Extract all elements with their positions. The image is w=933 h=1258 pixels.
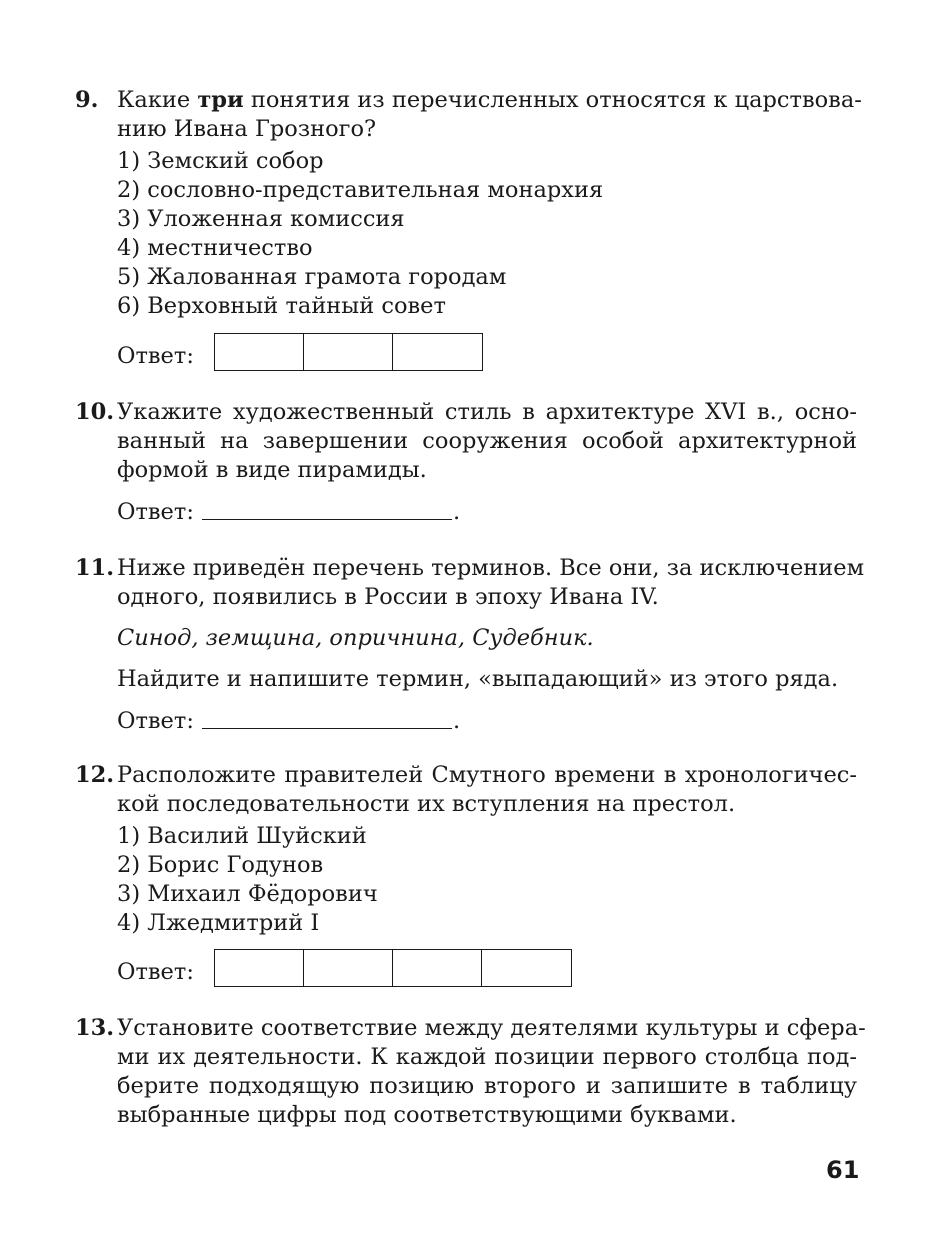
question-9-option-4: 4) местничество xyxy=(117,235,313,261)
question-11-answer-dot: . xyxy=(453,708,461,734)
question-9-text-line-2: нию Ивана Грозного? xyxy=(117,116,377,142)
question-11-answer-label: Ответ: xyxy=(117,708,194,734)
question-10-text-line-2: ванный на завершении сооружения особой архитектурной xyxy=(117,428,857,454)
question-11-text-line-2: одного, появились в России в эпоху Ивана IV. xyxy=(117,584,659,610)
question-13-text-line-1: Установите соответствие между деятелями культуры и сфера- xyxy=(117,1015,866,1041)
question-11-terms: Синод, земщина, опричнина, Судебник. xyxy=(117,625,594,651)
question-13-text-line-4: выбранные цифры под соответствующими буквами. xyxy=(117,1102,737,1128)
question-9-keyword: три xyxy=(197,87,244,113)
question-12-number: 12. xyxy=(75,762,115,788)
question-10-number: 10. xyxy=(75,399,115,425)
question-9-option-6: 6) Верховный тайный совет xyxy=(117,293,446,319)
question-10-text-line-3: формой в виде пирамиды. xyxy=(117,457,427,483)
answer-cell[interactable] xyxy=(215,334,304,370)
question-9-option-2: 2) сословно-представительная монархия xyxy=(117,177,604,203)
question-12-option-1: 1) Василий Шуйский xyxy=(117,823,367,849)
question-11-instruction: Найдите и напишите термин, «выпадающий» из этого ряда. xyxy=(117,666,839,692)
question-12-option-4: 4) Лжедмитрий I xyxy=(117,910,320,936)
question-9-text-c: понятия из перечисленных относятся к царствова- xyxy=(243,87,862,113)
question-12-text-line-2: кой последовательности их вступления на престол. xyxy=(117,791,736,817)
answer-cell[interactable] xyxy=(393,950,482,986)
question-9-text-a: Какие xyxy=(117,87,198,113)
question-9-option-3: 3) Уложенная комиссия xyxy=(117,206,405,232)
answer-cell[interactable] xyxy=(393,334,482,370)
question-9-option-5: 5) Жалованная грамота городам xyxy=(117,264,507,290)
question-13-text-line-3: берите подходящую позицию второго и запишите в таблицу xyxy=(117,1073,857,1099)
question-10-answer-dot: . xyxy=(453,499,461,525)
question-12-option-2: 2) Борис Годунов xyxy=(117,852,324,878)
question-12-answer-boxes xyxy=(214,949,572,987)
question-9-option-1: 1) Земский собор xyxy=(117,148,324,174)
question-13-number: 13. xyxy=(75,1015,115,1041)
question-9-answer-boxes xyxy=(214,333,483,371)
answer-cell[interactable] xyxy=(304,950,393,986)
answer-cell[interactable] xyxy=(304,334,393,370)
question-9-text-line-1 xyxy=(117,87,862,113)
answer-cell[interactable] xyxy=(215,950,304,986)
question-13-text-line-2: ми их деятельности. К каждой позиции первого столбца под- xyxy=(117,1044,857,1070)
question-10-text-line-1: Укажите художественный стиль в архитектуре XVI в., осно- xyxy=(117,399,857,425)
question-10-answer-line[interactable] xyxy=(202,519,452,520)
question-10-answer-label: Ответ: xyxy=(117,499,194,525)
question-12-text-line-1: Расположите правителей Смутного времени в хронологичес- xyxy=(117,762,857,788)
question-9-answer-label: Ответ: xyxy=(117,343,194,369)
page-number: 61 xyxy=(826,1156,860,1184)
question-12-answer-label: Ответ: xyxy=(117,959,194,985)
question-11-answer-line[interactable] xyxy=(202,728,452,729)
question-11-text-line-1: Ниже приведён перечень терминов. Все они, за исключением xyxy=(117,555,865,581)
question-11-number: 11. xyxy=(75,555,115,581)
answer-cell[interactable] xyxy=(482,950,571,986)
question-9-number: 9. xyxy=(75,87,99,113)
question-12-option-3: 3) Михаил Фёдорович xyxy=(117,881,378,907)
